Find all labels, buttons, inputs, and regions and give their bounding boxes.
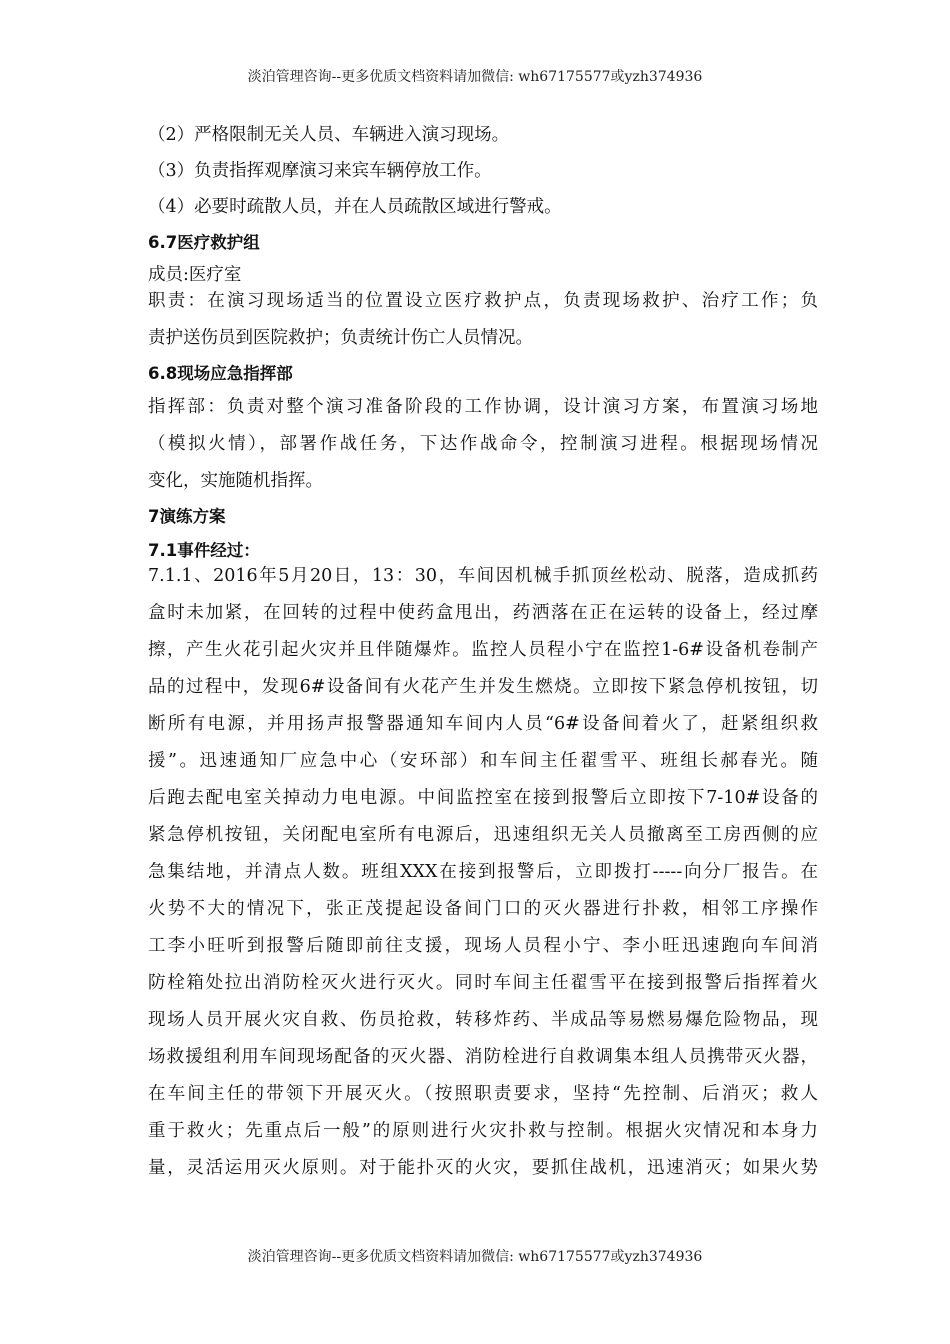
text-line: （2）严格限制无关人员、车辆进入演习现场。 (148, 125, 510, 145)
text-line: 工李小旺听到报警后随即前往支援，现场人员程小宁、李小旺迅速跑向车间消 (148, 936, 818, 956)
section-heading: 7演练方案 (148, 507, 226, 526)
text-line: 场救援组利用车间现场配备的灭火器、消防栓进行自救调集本组人员携带灭火器， (148, 1047, 818, 1067)
page-footer: 淡泊管理咨询--更多优质文档资料请加微信: wh67175577或yzh374936 (247, 1249, 703, 1265)
text-line: 品的过程中，发现6#设备间有火花产生并发生燃烧。立即按下紧急停机按钮，切 (148, 677, 818, 697)
text-line: 在车间主任的带领下开展灭火。（按照职责要求，坚持“先控制、后消灭；救人 (148, 1084, 818, 1104)
text-line: 现场人员开展火灾自救、伤员抢救，转移炸药、半成品等易燃易爆危险物品，现 (148, 1010, 818, 1030)
text-line: 擦，产生火花引起火灾并且伴随爆炸。监控人员程小宁在监控1-6#设备机卷制产 (148, 640, 818, 660)
text-line: 重于救火；先重点后一般”的原则进行火灾扑救与控制。根据火灾情况和本身力 (148, 1121, 818, 1141)
text-line: 指挥部：负责对整个演习准备阶段的工作协调，设计演习方案，布置演习场地 (148, 397, 818, 417)
text-line: 责护送伤员到医院救护；负责统计伤亡人员情况。 (148, 328, 533, 348)
page-header: 淡泊管理咨询--更多优质文档资料请加微信: wh67175577或yzh374936 (247, 69, 703, 85)
text-line: 7.1.1、2016年5月20日，13：30，车间因机械手抓顶丝松动、脱落，造成抓药 (148, 566, 818, 586)
text-line: 火势不大的情况下，张正茂提起设备间门口的灭火器进行扑救，相邻工序操作 (148, 899, 818, 919)
text-line: 防栓箱处拉出消防栓灭火进行灭火。同时车间主任翟雪平在接到报警后指挥着火 (148, 973, 818, 993)
text-line: 急集结地，并清点人数。班组XXX在接到报警后，立即拨打-----向分厂报告。在 (148, 862, 818, 882)
section-heading: 6.7医疗救护组 (148, 233, 260, 252)
section-heading: 7.1事件经过： (148, 541, 260, 560)
text-line: （模拟火情），部署作战任务，下达作战命令，控制演习进程。根据现场情况 (148, 434, 818, 454)
text-line: 量，灵活运用灭火原则。对于能扑灭的火灾，要抓住战机，迅速消灭；如果火势 (148, 1158, 818, 1178)
text-line: 职责：在演习现场适当的位置设立医疗救护点，负责现场救护、治疗工作；负 (148, 291, 818, 311)
text-line: 成员:医疗室 (148, 265, 242, 285)
section-heading: 6.8现场应急指挥部 (148, 364, 293, 383)
text-line: （3）负责指挥观摩演习来宾车辆停放工作。 (148, 161, 492, 181)
text-line: 紧急停机按钮，关闭配电室所有电源后，迅速组织无关人员撤离至工房西侧的应 (148, 825, 818, 845)
text-line: 盒时未加紧，在回转的过程中使药盒甩出，药洒落在正在运转的设备上，经过摩 (148, 603, 818, 623)
text-line: 援”。迅速通知厂应急中心（安环部）和车间主任翟雪平、班组长郝春光。随 (148, 751, 818, 771)
text-line: 后跑去配电室关掉动力电电源。中间监控室在接到报警后立即按下7-10#设备的 (148, 788, 818, 808)
text-line: 断所有电源，并用扬声报警器通知车间内人员“6#设备间着火了，赶紧组织救 (148, 714, 818, 734)
text-line: （4）必要时疏散人员，并在人员疏散区域进行警戒。 (148, 197, 562, 217)
text-line: 变化，实施随机指挥。 (148, 471, 323, 491)
